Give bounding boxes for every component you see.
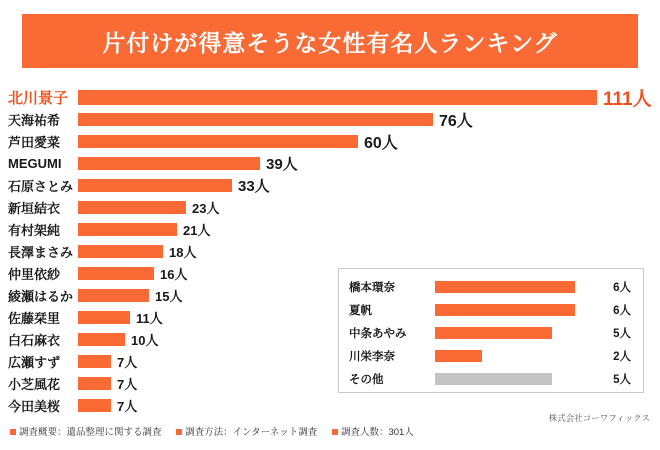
inset-bar-track (435, 298, 633, 321)
bar-category-label: MEGUMI (8, 155, 62, 171)
bar-track (78, 196, 660, 218)
inset-chart-panel (338, 268, 644, 393)
bar-track (78, 86, 660, 108)
chart-row (0, 218, 660, 240)
bar-track (78, 152, 660, 174)
inset-value-label: 6人 (613, 304, 631, 317)
inset-bar-fill (435, 327, 552, 339)
inset-row (349, 367, 633, 390)
footnote-item (332, 424, 414, 438)
bar-track (78, 108, 660, 130)
inset-row (349, 344, 633, 367)
inset-bar-fill (435, 281, 575, 293)
bar-category-label: 白石麻衣 (8, 332, 61, 348)
bullet-square-icon (176, 429, 182, 435)
bar-value-label: 21人 (183, 222, 211, 238)
bar-fill (78, 399, 111, 412)
inset-bar-fill (435, 350, 482, 362)
inset-category-label: 橋本環奈 (349, 281, 395, 294)
bar-value-label: 60人 (364, 134, 398, 152)
bar-fill (78, 135, 358, 148)
bar-fill (78, 90, 597, 105)
bar-value-label: 10人 (131, 332, 159, 348)
footer (0, 413, 660, 450)
bar-fill (78, 113, 433, 126)
bar-track (78, 130, 660, 152)
chart-row (0, 108, 660, 130)
bar-category-label: 新垣結衣 (8, 200, 61, 216)
bar-value-label: 18人 (169, 244, 197, 260)
bar-value-label: 7人 (117, 376, 138, 392)
chart-row (0, 174, 660, 196)
inset-bar-track (435, 275, 633, 298)
inset-row (349, 298, 633, 321)
bar-fill (78, 179, 232, 192)
bar-value-label: 23人 (192, 200, 220, 216)
inset-category-label: その他 (349, 373, 384, 386)
inset-value-label: 5人 (613, 373, 631, 386)
inset-bar-fill (435, 373, 552, 385)
bar-value-label: 39人 (266, 155, 298, 173)
chart-row (0, 196, 660, 218)
inset-category-label: 中条あやみ (349, 327, 407, 340)
footnote-text: 調査人数：301人 (340, 427, 414, 438)
bar-category-label: 広瀬すず (8, 354, 61, 370)
bar-category-label: 石原さとみ (8, 178, 74, 194)
bar-fill (78, 245, 163, 258)
bar-fill (78, 267, 154, 280)
bullet-square-icon (10, 429, 16, 435)
footnote-item (176, 424, 317, 438)
chart-row (0, 130, 660, 152)
bar-fill (78, 201, 186, 214)
inset-bar-track (435, 367, 633, 390)
chart-row (0, 152, 660, 174)
bar-fill (78, 223, 177, 236)
footnote-text: 調査概要：遺品整理に関する調査 (19, 427, 162, 438)
bar-category-label: 今田美桜 (8, 398, 61, 414)
bar-category-label: 北川景子 (8, 89, 69, 107)
bar-value-label: 111人 (603, 88, 652, 110)
bar-value-label: 16人 (160, 266, 188, 282)
bar-fill (78, 377, 111, 390)
inset-row (349, 275, 633, 298)
footnote-text: 調査方法：インターネット調査 (185, 427, 318, 438)
inset-category-label: 夏帆 (349, 304, 372, 317)
bar-category-label: 綾瀬はるか (8, 288, 74, 304)
inset-value-label: 5人 (613, 327, 631, 340)
inset-bar-track (435, 344, 633, 367)
inset-value-label: 2人 (613, 350, 631, 363)
bar-track (78, 218, 660, 240)
bullet-square-icon (332, 429, 338, 435)
inset-category-label: 川栄李奈 (349, 350, 395, 363)
inset-value-label: 6人 (613, 281, 631, 294)
bar-category-label: 長澤まさみ (8, 244, 74, 260)
bar-category-label: 小芝風花 (8, 376, 61, 392)
footnotes (10, 424, 426, 438)
bar-track (78, 240, 660, 262)
bar-category-label: 天海祐希 (8, 112, 61, 128)
inset-bar-track (435, 321, 633, 344)
page-title: 片付けが得意そうな女性有名人ランキング (102, 29, 558, 56)
bar-track (78, 174, 660, 196)
bar-fill (78, 355, 111, 368)
credit-text: 株式会社コーワフィックス (548, 413, 650, 423)
inset-bar-fill (435, 304, 575, 316)
bar-fill (78, 289, 149, 302)
bar-category-label: 芦田愛菜 (8, 134, 61, 150)
bar-fill (78, 333, 125, 346)
inset-row (349, 321, 633, 344)
bar-fill (78, 311, 130, 324)
bar-value-label: 7人 (117, 354, 138, 370)
chart-row (0, 240, 660, 262)
header-banner (22, 14, 638, 68)
bar-value-label: 15人 (155, 288, 183, 304)
bar-fill (78, 157, 260, 170)
bar-category-label: 佐藤栞里 (8, 310, 61, 326)
bar-category-label: 仲里依紗 (8, 266, 61, 282)
footnote-item (10, 424, 162, 438)
bar-value-label: 33人 (238, 177, 270, 195)
chart-row (0, 86, 660, 108)
bar-category-label: 有村架純 (8, 222, 61, 238)
bar-value-label: 76人 (439, 112, 473, 130)
bar-value-label: 7人 (117, 398, 138, 414)
bar-value-label: 11人 (136, 310, 163, 326)
